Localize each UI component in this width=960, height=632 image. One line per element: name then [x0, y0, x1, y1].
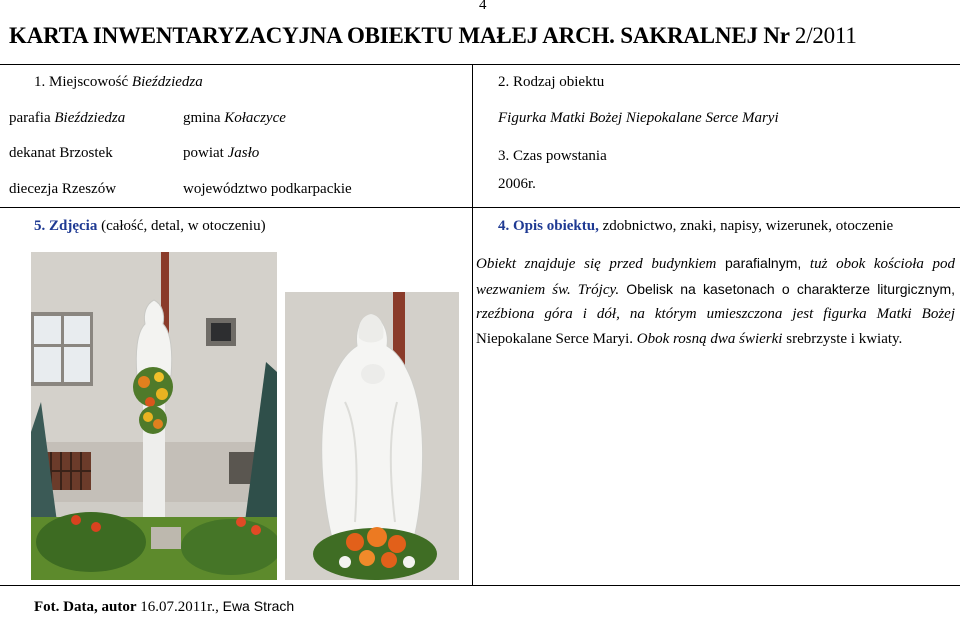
commune-label: gmina [183, 110, 225, 126]
description-part: parafialnym, [725, 255, 802, 271]
photos-label-bold: 5. Zdjęcia [34, 218, 98, 234]
commune-value: Kołaczyce [224, 110, 286, 126]
card-title-main: KARTA INWENTARYZACYJNA OBIEKTU MAŁEJ ARCH. SAKRALNEJ Nr [9, 23, 795, 48]
photo-overall [31, 252, 277, 580]
parish-label: parafia [9, 110, 55, 126]
voivodeship-value: podkarpackie [270, 181, 352, 197]
voivodeship-label: województwo [183, 181, 271, 197]
description-part: Obiekt znajduje się przed budynkiem [476, 256, 726, 272]
description-part: Obok rosną dwa świerki [633, 330, 783, 347]
place-row [34, 74, 203, 91]
diocese-row [9, 181, 116, 198]
description-part: Obelisk na kasetonach o charakterze liturgicznym, [619, 280, 955, 297]
description-label [498, 218, 893, 235]
photo-credit [34, 598, 294, 616]
voivodeship-row [183, 181, 352, 198]
place-value: Bieździedza [131, 74, 203, 90]
description-part: Niepokalane Serce Maryi. [476, 330, 634, 347]
object-type-value: Figurka Matki Bożej Niepokalane Serce Maryi [498, 110, 779, 126]
section-divider-right [473, 207, 960, 208]
page-number: 4 [479, 0, 487, 13]
description-label-rest: zdobnictwo, znaki, napisy, wizerunek, otoczenie [598, 218, 894, 234]
photos-label-rest: (całość, detal, w otoczeniu) [97, 218, 266, 234]
photo-credit-label: Fot. Data, autor [34, 599, 137, 615]
creation-time-label: 3. Czas powstania [498, 148, 607, 164]
column-divider [472, 64, 473, 585]
photos-label [34, 218, 266, 235]
footer-divider [0, 585, 960, 586]
photo-detail [285, 292, 459, 580]
object-type-label: 2. Rodzaj obiektu [498, 74, 605, 90]
deanery-label: dekanat [9, 145, 60, 161]
county-row [183, 145, 259, 162]
place-label: 1. Miejscowość [34, 74, 132, 90]
parish-value: Bieździedza [54, 110, 126, 126]
deanery-value: Brzostek [59, 145, 113, 161]
photo-credit-author: Ewa Strach [222, 598, 295, 614]
diocese-value: Rzeszów [61, 181, 117, 197]
description-part: tuż obok kościoła pod wezwaniem św. Trójcy. [476, 256, 956, 298]
creation-time-value: 2006r. [498, 176, 536, 192]
card-number: 2/2011 [794, 23, 857, 48]
parish-row [9, 110, 125, 127]
description-part: srebrzyste i kwiaty. [782, 330, 903, 347]
title-underline [0, 64, 960, 65]
county-label: powiat [183, 145, 228, 161]
commune-row [183, 110, 286, 127]
diocese-label: diecezja [9, 181, 62, 197]
deanery-row [9, 145, 113, 162]
description-part: rzeźbiona góra i dół, na którym umieszczona jest figurka Matki Bożej [476, 306, 955, 322]
photo-credit-date: 16.07.2011r., [136, 599, 223, 615]
description-label-bold: 4. Opis obiektu, [498, 218, 599, 234]
section-divider-left [0, 207, 473, 208]
description-text [476, 251, 955, 351]
card-title [9, 23, 857, 49]
county-value: Jasło [227, 145, 260, 161]
